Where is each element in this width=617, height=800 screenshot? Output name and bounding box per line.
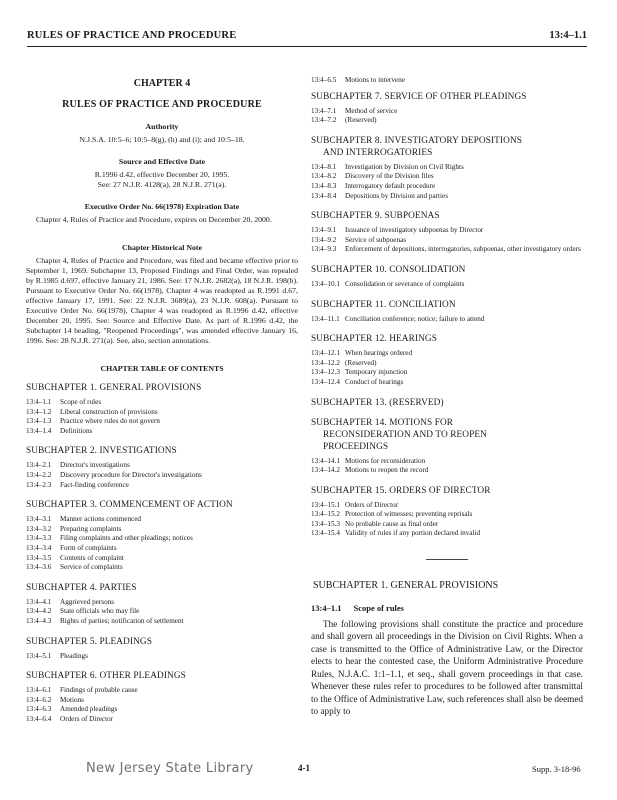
- subchapter-heading: AND INTERROGATORIES: [323, 147, 433, 158]
- chapter-title: RULES OF PRACTICE AND PROCEDURE: [62, 99, 262, 110]
- section-title: Method of service: [345, 106, 398, 115]
- section-title: Discovery procedure for Director's investigations: [60, 470, 202, 479]
- toc-entry: [311, 182, 583, 192]
- section-number: 13:4–1.4: [26, 426, 52, 435]
- toc-entry: [311, 315, 583, 325]
- right-column: [311, 76, 583, 717]
- section-number: 13:4–5.1: [26, 651, 52, 660]
- section-number: 13:4–12.2: [311, 358, 340, 367]
- toc-subchapter-group: [311, 486, 583, 539]
- toc-entry: [311, 501, 583, 511]
- section-number: 13:4–12.3: [311, 368, 340, 377]
- section-title: Orders of Director: [60, 714, 114, 723]
- section-title: Fact-finding conference: [60, 480, 129, 489]
- subchapter-heading: SUBCHAPTER 9. SUBPOENAS: [311, 211, 440, 222]
- executive-order-text: Chapter 4, Rules of Practice and Procedure, expires on December 20, 2000.: [36, 215, 272, 224]
- toc-subchapter-group: [311, 265, 583, 290]
- subchapter-heading: SUBCHAPTER 3. COMMENCEMENT OF ACTION: [26, 500, 233, 511]
- subchapter-heading: SUBCHAPTER 15. ORDERS OF DIRECTOR: [311, 485, 491, 496]
- section-title: Conduct of hearings: [345, 377, 404, 386]
- section-number: 13:4–15.4: [311, 529, 340, 538]
- rule-title: Scope of rules: [353, 603, 404, 614]
- library-stamp: New Jersey State Library: [86, 761, 254, 776]
- toc-left: [26, 383, 298, 724]
- toc-entry: [311, 529, 583, 539]
- toc-entry: [26, 534, 298, 544]
- section-title: Filing complaints and other pleadings; notices: [60, 534, 193, 543]
- section-number: 13:4–6.2: [26, 695, 52, 704]
- subchapter-heading: SUBCHAPTER 10. CONSOLIDATION: [311, 264, 466, 275]
- subchapter-heading: SUBCHAPTER 8. INVESTIGATORY DEPOSITIONS: [311, 135, 523, 146]
- section-title: Findings of probable cause: [60, 686, 138, 695]
- subchapter-heading: SUBCHAPTER 12. HEARINGS: [311, 334, 438, 345]
- toc-entry: [26, 417, 298, 427]
- section-number: 13:4–3.4: [26, 543, 52, 552]
- section-title: No probable cause as final order: [345, 519, 439, 528]
- rule-heading: [311, 603, 583, 613]
- subchapter-heading: SUBCHAPTER 13. (RESERVED): [311, 397, 444, 408]
- section-number: 13:4–3.3: [26, 534, 52, 543]
- subchapter-heading: SUBCHAPTER 6. OTHER PLEADINGS: [26, 671, 186, 682]
- toc-entry: [311, 359, 583, 369]
- toc-title: CHAPTER TABLE OF CONTENTS: [100, 364, 224, 373]
- section-number: 13:4–7.1: [311, 106, 337, 115]
- subchapter-heading: SUBCHAPTER 14. MOTIONS FOR: [311, 417, 454, 428]
- section-number: 13:4–6.3: [26, 705, 52, 714]
- toc-entry: [26, 607, 298, 617]
- toc-entry: [311, 457, 583, 467]
- header-rule: [27, 46, 587, 47]
- section-number: 13:4–2.3: [26, 480, 52, 489]
- left-column: [26, 78, 298, 734]
- rule-number: 13:4–1.1: [311, 603, 342, 614]
- section-number: 13:4–3.1: [26, 515, 52, 524]
- toc-entry: [311, 236, 583, 246]
- source-text-2: See: 27 N.J.R. 4128(a), 28 N.J.R. 271(a).: [97, 180, 227, 189]
- section-title: Rights of parties; notification of settlement: [60, 616, 184, 625]
- section-title: (Reserved): [345, 116, 377, 125]
- running-header: [27, 30, 587, 44]
- toc-subchapter-group: [311, 136, 583, 201]
- toc-entry: [26, 554, 298, 564]
- section-number: 13:4–3.6: [26, 563, 52, 572]
- section-title: Motions for reconsideration: [345, 456, 426, 465]
- section-title: Motions: [60, 695, 84, 704]
- section-number: 13:4–1.3: [26, 417, 52, 426]
- toc-entry: [311, 226, 583, 236]
- chapter-label: CHAPTER 4: [133, 78, 191, 89]
- section-number: 13:4–3.2: [26, 524, 52, 533]
- toc-subchapter-group: [26, 500, 298, 573]
- subchapter-heading: SUBCHAPTER 5. PLEADINGS: [26, 636, 153, 647]
- section-number: 13:4–8.2: [311, 172, 337, 181]
- toc-entry: [26, 544, 298, 554]
- section-title: Form of complaints: [60, 543, 117, 552]
- authority-text: N.J.S.A. 10:5–6; 10:5–8(g), (h) and (i); and 10:5–18.: [79, 135, 245, 144]
- toc-entry: [311, 172, 583, 182]
- toc-subchapter-group: [311, 398, 583, 408]
- toc-subchapter-group: [311, 92, 583, 126]
- section-title: Consolidation or severance of complaints: [345, 279, 465, 288]
- section-title: Orders of Director: [345, 500, 399, 509]
- toc-entry: [26, 696, 298, 706]
- toc-entry: [26, 705, 298, 715]
- section-title: Definitions: [60, 426, 93, 435]
- toc-entry: [311, 280, 583, 290]
- section-title: Validity of rules if any portion declared invalid: [345, 529, 481, 538]
- section-number: 13:4–8.4: [311, 191, 337, 200]
- toc-entry: [311, 368, 583, 378]
- subchapter-heading: SUBCHAPTER 11. CONCILIATION: [311, 299, 456, 310]
- subchapter-heading: SUBCHAPTER 2. INVESTIGATIONS: [26, 446, 177, 457]
- section-title: Practice where rules do not govern: [60, 417, 160, 426]
- section-title: Service of subpoenas: [345, 235, 407, 244]
- section-number: 13:4–1.2: [26, 407, 52, 416]
- toc-entry: [311, 76, 583, 86]
- subchapter-heading: SUBCHAPTER 7. SERVICE OF OTHER PLEADINGS: [311, 91, 527, 102]
- section-title: Motions to intervene: [345, 76, 405, 84]
- section-number: 13:4–6.4: [26, 714, 52, 723]
- toc-entry: [311, 510, 583, 520]
- section-number: 13:4–6.1: [26, 686, 52, 695]
- section-number: 13:4–2.2: [26, 470, 52, 479]
- toc-subchapter-group: [26, 637, 298, 662]
- toc-entry: [311, 349, 583, 359]
- section-divider: [426, 559, 468, 560]
- toc-entry: [26, 563, 298, 573]
- source-text-1: R.1996 d.42, effective December 20, 1995.: [94, 170, 230, 179]
- toc-entry: [26, 617, 298, 627]
- section-number: 13:4–6.5: [311, 76, 337, 84]
- subchapter-heading: SUBCHAPTER 1. GENERAL PROVISIONS: [26, 383, 202, 393]
- toc-entry: [26, 461, 298, 471]
- toc-entry: [26, 427, 298, 437]
- section-number: 13:4–14.2: [311, 466, 340, 475]
- toc-entry: [26, 471, 298, 481]
- section-title: Aggrieved persons: [60, 597, 115, 606]
- section-title: Investigation by Division on Civil Rights: [345, 162, 464, 171]
- toc-entry: [26, 715, 298, 725]
- toc-entry: [311, 163, 583, 173]
- section-number: 13:4–12.1: [311, 349, 340, 358]
- section-title: Temporary injunction: [345, 368, 408, 377]
- section-number: 13:4–15.3: [311, 519, 340, 528]
- section-number: 13:4–8.1: [311, 162, 337, 171]
- section-title: (Reserved): [345, 358, 377, 367]
- toc-subchapter-group: [26, 671, 298, 724]
- section-number: 13:4–14.1: [311, 456, 340, 465]
- section-title: Conciliation conference; notice; failure to attend: [345, 314, 485, 323]
- section-number: 13:4–15.2: [311, 510, 340, 519]
- section-number: 13:4–1.1: [26, 398, 52, 406]
- header-section-number: 13:4–1.1: [549, 30, 587, 41]
- toc-right: [311, 92, 583, 539]
- section-number: 13:4–12.4: [311, 377, 340, 386]
- historical-note-heading: Chapter Historical Note: [122, 243, 202, 252]
- authority-heading: Authority: [145, 122, 179, 131]
- section-number: 13:4–4.3: [26, 616, 52, 625]
- section-number: 13:4–8.3: [311, 181, 337, 190]
- toc-subchapter-group: [311, 334, 583, 387]
- section-number: 13:4–4.2: [26, 607, 52, 616]
- toc-entry: [26, 686, 298, 696]
- section-number: 13:4–4.1: [26, 597, 52, 606]
- toc-entry: [26, 598, 298, 608]
- section-title: Issuance of investigatory subpoenas by Director: [345, 226, 484, 235]
- section-title: Depositions by Division and parties: [345, 191, 449, 200]
- toc-entry: [311, 520, 583, 530]
- section-number: 13:4–9.3: [311, 245, 337, 254]
- toc-entry: [26, 515, 298, 525]
- toc-subchapter-group: [26, 383, 298, 436]
- section-number: 13:4–2.1: [26, 461, 52, 470]
- section-title: Director's investigations: [60, 461, 130, 470]
- subchapter-heading: SUBCHAPTER 4. PARTIES: [26, 582, 137, 593]
- rule-text: The following provisions shall constitute the practice and procedure and shall govern all proceedings in the Division on Civil Rights. When a case is transmitted to the Office of Administrative Law, or the Director elects to hear the contested case, the Uniform Administrative Procedure Rules, N.J.A.C. 1:1–1.1, et seq., shall govern proceedings in that case. Whenever these rules refer to procedures to be followed after transmittal to the Office of Administrative Law, such references shall also be deemed to apply to: [311, 619, 583, 716]
- subchapter-heading: PROCEEDINGS: [323, 441, 389, 452]
- section-title: Manner actions commenced: [60, 515, 142, 524]
- section-number: 13:4–11.1: [311, 314, 340, 323]
- toc-entry: [311, 466, 583, 476]
- toc-subchapter-group: [26, 446, 298, 490]
- historical-note-text: Chapter 4, Rules of Practice and Procedure, was filed and became effective prior to September 1, 1969. Subchapter 13, Proposed Findings and Final Order, was repealed by R.1985 d.697, effective January 21, 1986. See: 17 N.J.R. 2682(a), 18 N.J.R. 198(b). Pursuant to Executive Order No. 66(1978), Chapter 4 was readopted as R.1991 d.67, effective January 17, 1991. See: 22 N.J.R. 3689(a), 23 N.J.R. 608(a). Pursuant to Executive Order No. 66(1978), Chapter 4 was readopted as R.1996 d.42, effective December 20, 1995. See: Source and Effective Date. As part of R.1996 d.42, the Subchapter 14 heading, "Reopened Proceedings", was amended effective January 16, 1996. See: 28 N.J.R. 271(a). See, also, section annotations.: [26, 256, 298, 345]
- source-heading: Source and Effective Date: [118, 157, 206, 166]
- toc-entry: [311, 245, 583, 255]
- page-number: 4-1: [298, 763, 310, 773]
- toc-subchapter-group: [311, 211, 583, 255]
- section-title: Protection of witnesses; preventing reprisals: [345, 510, 473, 519]
- section-title: Interrogatory default procedure: [345, 181, 436, 190]
- section-title: Motions to reopen the record: [345, 466, 429, 475]
- toc-entry: [26, 525, 298, 535]
- section-title: When hearings ordered: [345, 349, 413, 358]
- section-number: 13:4–7.2: [311, 116, 337, 125]
- toc-subchapter-group: [311, 300, 583, 325]
- section-title: Contents of complaint: [60, 553, 124, 562]
- subchapter-1-heading: SUBCHAPTER 1. GENERAL PROVISIONS: [313, 580, 499, 592]
- toc-subchapter-group: [311, 418, 583, 476]
- section-number: 13:4–10.1: [311, 279, 340, 288]
- toc-entry: [26, 408, 298, 418]
- toc-entry: [26, 652, 298, 662]
- section-title: State officials who may file: [60, 607, 140, 616]
- toc-subchapter-group: [26, 583, 298, 627]
- section-title: Pleadings: [60, 651, 88, 660]
- toc-entry: [311, 192, 583, 202]
- toc-entry: [311, 107, 583, 117]
- supplement-date: Supp. 3-18-96: [532, 764, 581, 774]
- toc-entry: [26, 481, 298, 491]
- section-title: Amended pleadings: [60, 705, 118, 714]
- toc-entry: [311, 116, 583, 126]
- section-title: Discovery of the Division files: [345, 172, 434, 181]
- section-number: 13:4–15.1: [311, 500, 340, 509]
- section-number: 13:4–3.5: [26, 553, 52, 562]
- toc-entry: [26, 398, 298, 408]
- header-title: RULES OF PRACTICE AND PROCEDURE: [27, 30, 237, 41]
- section-title: Preparing complaints: [60, 524, 122, 533]
- section-number: 13:4–9.1: [311, 226, 337, 235]
- section-title: Liberal construction of provisions: [60, 407, 158, 416]
- subchapter-heading: RECONSIDERATION AND TO REOPEN: [323, 429, 487, 440]
- executive-order-heading: Executive Order No. 66(1978) Expiration Date: [84, 202, 240, 211]
- section-number: 13:4–9.2: [311, 235, 337, 244]
- toc-entry: [311, 378, 583, 388]
- section-title: Scope of rules: [60, 398, 102, 406]
- section-title: Enforcement of depositions, interrogatories, subpoenas, other investigatory orders: [345, 245, 581, 254]
- toc-lead-entry: [311, 76, 583, 86]
- section-title: Service of complaints: [60, 563, 123, 572]
